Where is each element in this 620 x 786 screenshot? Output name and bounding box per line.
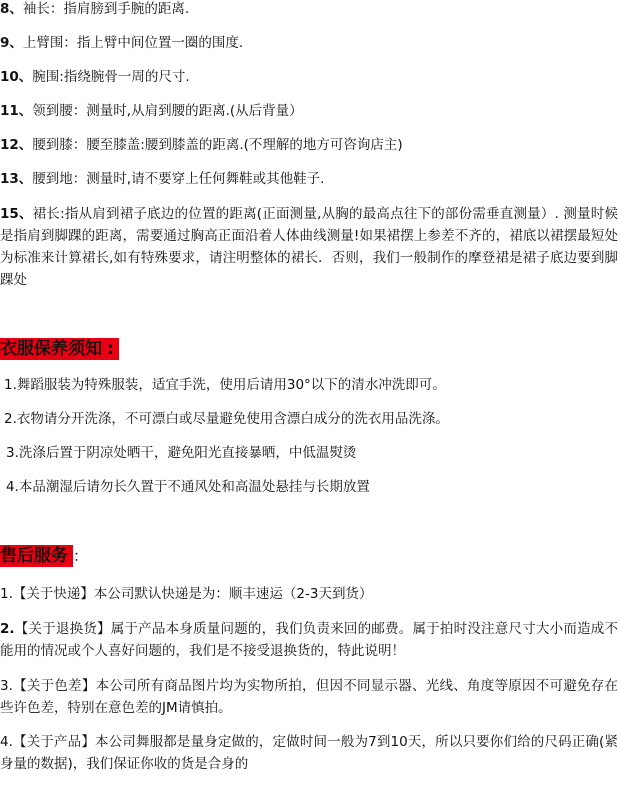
item-text: 上臂围：指上臂中间位置一圈的围度.	[22, 35, 244, 51]
item-number: 10	[0, 69, 19, 85]
aftersale-item-4: 4.【关于产品】本公司舞服都是量身定做的，定做时间一般为7到10天，所以只要你们给的尺码正确(紧身量的数据)，我们保证你收的货是合身的	[0, 734, 618, 772]
item-number: 9	[0, 35, 10, 51]
item-text: 腕围:指绕腕骨一周的尺寸.	[32, 69, 190, 85]
measurement-item-13: 13、腰到地：测量时,请不要穿上任何舞鞋或其他鞋子.	[0, 171, 325, 187]
item-text: 袖长：指肩膀到手腕的距离.	[22, 1, 190, 17]
item-number: 15	[0, 206, 19, 222]
care-item-1: 1.舞蹈服装为特殊服装，适宜手洗，使用后请用30°以下的清水冲洗即可。	[4, 377, 446, 393]
measurement-item-12: 12、腰到膝：腰至膝盖:腰到膝盖的距离.(不理解的地方可咨询店主)	[0, 137, 403, 153]
item-number: 12	[0, 137, 19, 153]
measurement-item-11: 11、领到腰：测量时,从肩到腰的距离.(从后背量）	[0, 103, 303, 119]
care-heading: 衣服保养须知 :	[0, 337, 119, 361]
aftersale-item-2: 2.【关于退换货】属于产品本身质量问题的，我们负责来回的邮费。属于拍时没注意尺寸大小而造成不能用的情况或个人喜好问题的，我们是不接受退换货的，特此说明！	[0, 621, 618, 659]
item-number: 13	[0, 171, 19, 187]
aftersale-item-3: 3.【关于色差】本公司所有商品图片均为实物所拍，但因不同显示器、光线、角度等原因不可避免存在些许色差，特别在意色差的JM请慎拍。	[0, 678, 618, 716]
item-text: 腰到膝：腰至膝盖:腰到膝盖的距离.(不理解的地方可咨询店主)	[32, 137, 403, 153]
care-item-4: 4.本品潮湿后请勿长久置于不通风处和高温处悬挂与长期放置	[6, 479, 370, 495]
item-text: 领到腰：测量时,从肩到腰的距离.(从后背量）	[32, 103, 303, 119]
aftersale-heading-label: 售后服务	[0, 545, 73, 567]
measurement-item-8: 8、袖长：指肩膀到手腕的距离.	[0, 1, 190, 17]
measurement-item-15: 15、裙长:指从肩到裙子底边的位置的距离(正面测量,从胸的最高点往下的部份需垂直测量）. 测量时候是指肩到脚踝的距离，需要通过胸高正面沿着人体曲线测量!如果裙摆上参差不齐的，裙底以裙摆最短处为标准来计算裙长,如有特殊要求，请注明整体的裙长．否则，我们一般制作的摩登裙是裙子底边要到脚踝处	[0, 206, 618, 288]
aftersale-item-1: 1.【关于快递】本公司默认快递是为：顺丰速运（2-3天到货）	[0, 586, 373, 602]
item-text: 裙长:指从肩到裙子底边的位置的距离(正面测量,从胸的最高点往下的部份需垂直测量）. 测量时候是指肩到脚踝的距离，需要通过胸高正面沿着人体曲线测量!如果裙摆上参差不齐的，裙底以裙摆最短处为标准来计算裙长,如有特殊要求，请注明整体的裙长．否则，我们一般制作的摩登裙是裙子底边要到脚踝处	[0, 206, 618, 288]
care-item-3: 3.洗涤后置于阴凉处晒干，避免阳光直接暴晒，中低温熨烫	[6, 445, 357, 461]
measurement-item-9: 9、上臂围：指上臂中间位置一圈的围度.	[0, 35, 244, 51]
care-heading-label: 衣服保养须知	[0, 338, 107, 360]
measurement-item-10: 10、腕围:指绕腕骨一周的尺寸.	[0, 69, 190, 85]
aftersale-heading: 售后服务 ：	[0, 546, 89, 566]
item-number: 8	[0, 1, 10, 17]
item-number: 11	[0, 103, 19, 119]
care-item-2: 2.衣物请分开洗涤，不可漂白或尽量避免使用含漂白成分的洗衣用品洗涤。	[4, 411, 449, 427]
item-text: 腰到地：测量时,请不要穿上任何舞鞋或其他鞋子.	[32, 171, 325, 187]
